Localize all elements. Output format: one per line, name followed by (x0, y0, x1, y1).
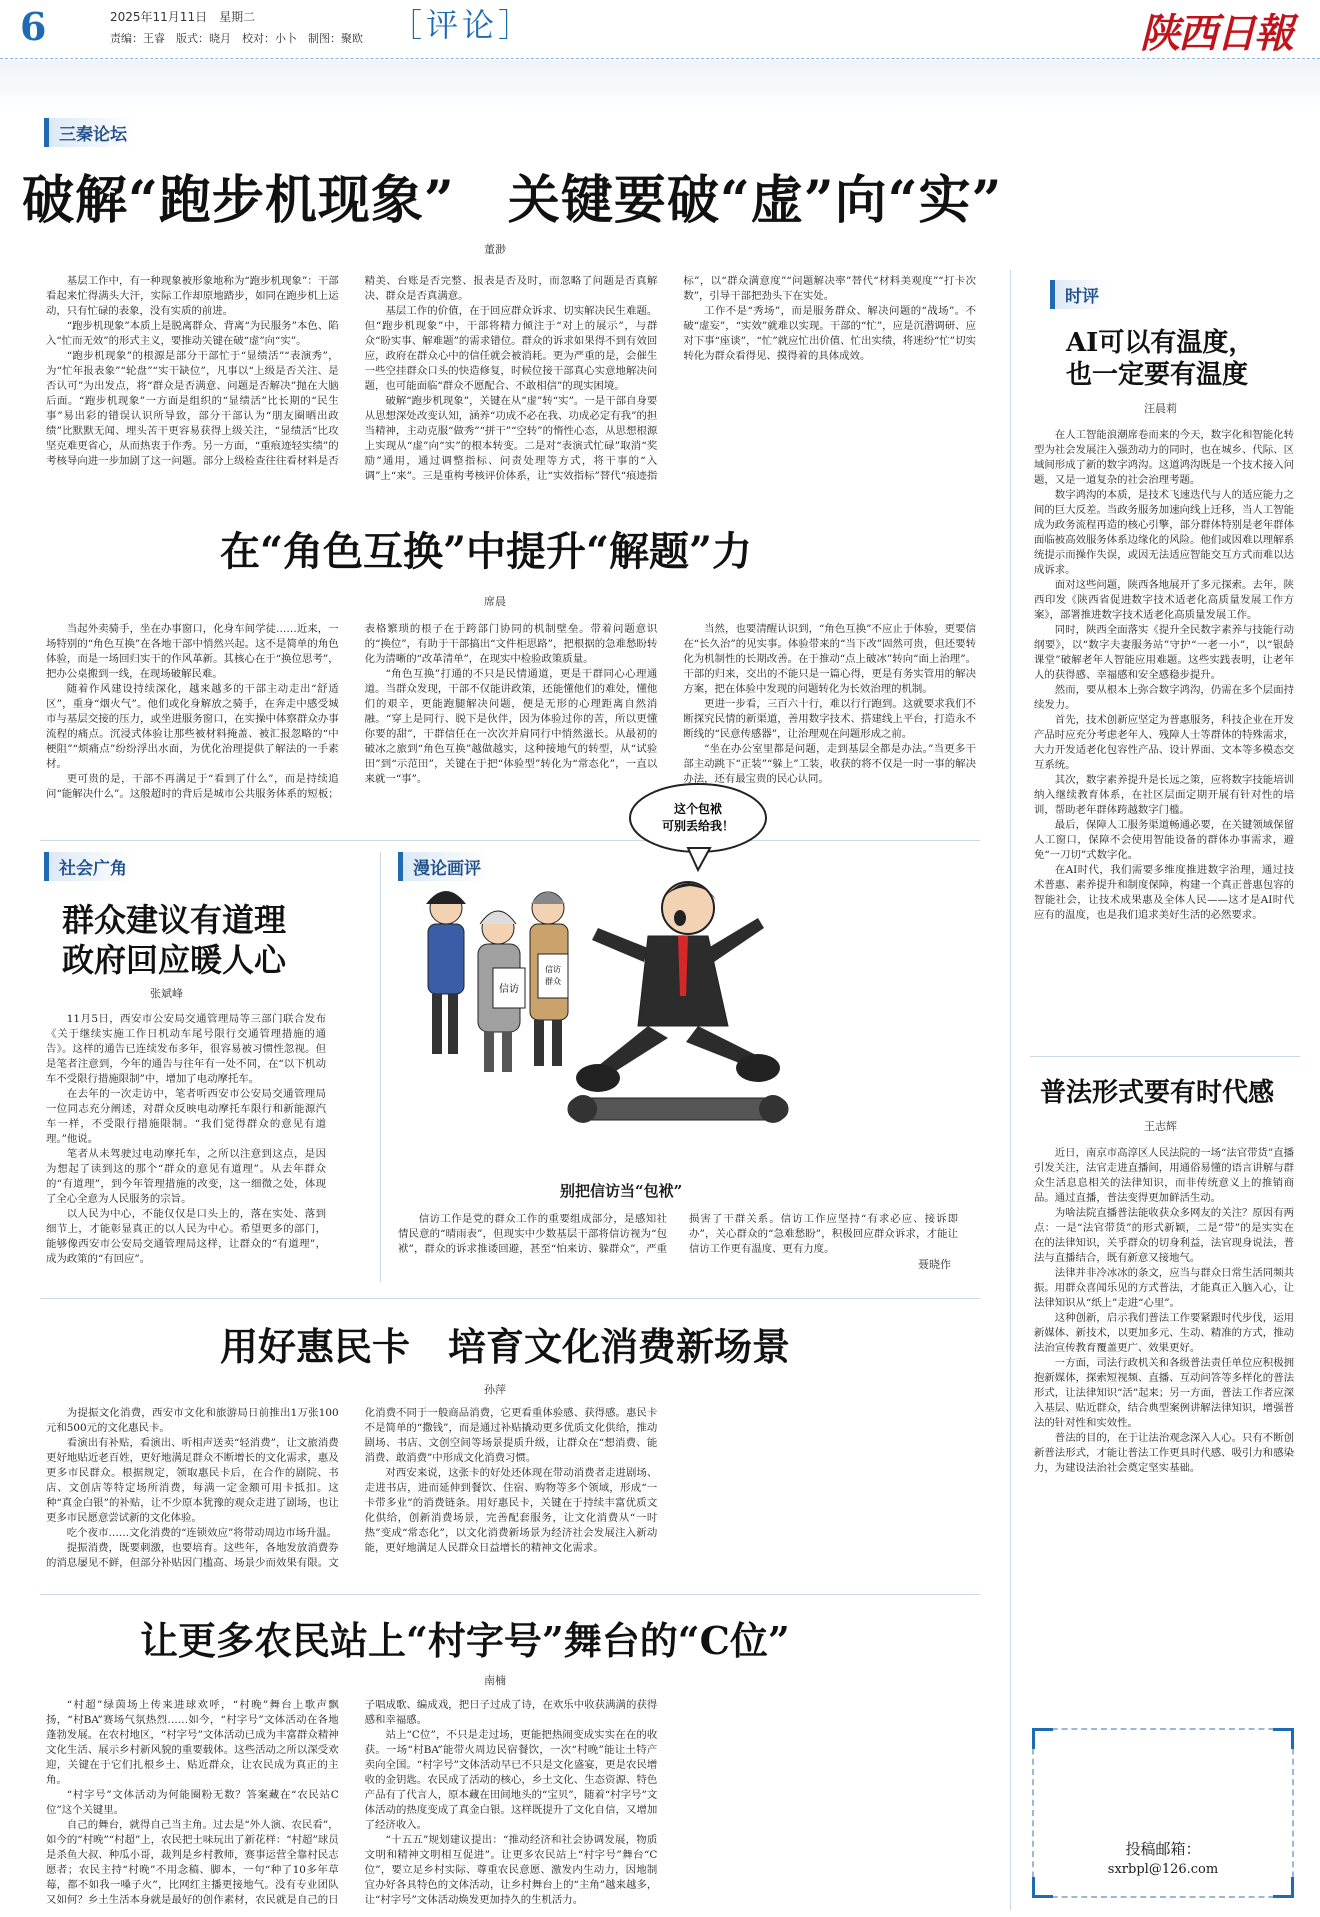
role-swap-byline: 席晨 (484, 595, 506, 608)
law-byline: 王志辉 (1144, 1120, 1177, 1133)
sign-text-1: 信访 (499, 984, 519, 995)
paragraph: 基层工作的价值，在于回应群众诉求、切实解决民生难题。但“跑步机现象”中，干部将精力倾注于“对上的展示”，与群众“盼实事、解难题”的需求错位。群众的诉求如果得不到有效回应，政府在群众心中的信任就会被消耗。更为严重的是，会催生一些空挂群众口头的快造修复，时候位接干部真心实意地解决问题，也可能面临“群众不愿配合、不敢相信”的现实困境。 (364, 305, 658, 392)
law-body (1034, 1146, 1294, 1714)
social-headline-line2: 政府回应暖人心 (62, 941, 287, 979)
lead-byline: 董渺 (484, 243, 506, 256)
paragraph: 为啥法院直播普法能收获众多网友的关注？原因有两点：一是“法官带货”的形式新颖，二是“带”的是实实在在的法律知识，关乎群众的切身利益，法官现身说法，普法与直播结合，既有新意又接地气。 (1034, 1207, 1294, 1264)
social-body (46, 1012, 326, 1280)
paragraph: 看演出有补贴，看演出、听相声送卖“轻消费”，让文旅消费更好地贴近老百姓，更好地满足群众不断增长的文化需求，惠及更多市民群众。根据规定，领取惠民卡后，在合作的剧院、书店、文创店等特定场所消费，每满一定金额可用卡抵扣。这种“真金白银”的补贴，让不少原本犹豫的观众走进了剧场，也让更多市民愿意尝试新的文化体验。 (46, 1437, 339, 1524)
corner-mark (1273, 1877, 1294, 1898)
section-title: ［评论］ (390, 6, 535, 44)
masthead-divider (0, 58, 1320, 59)
contribution-label: 投稿邮箱： (1125, 1840, 1201, 1858)
column-tag-social: 社会广角 (44, 852, 135, 881)
issue-date: 2025年11月11日 星期二 (110, 10, 256, 24)
petitioners-group (426, 891, 568, 1072)
paragraph: “村超”绿茵场上传来进球欢呼，“村晚”舞台上歌声飘扬，“村BA”赛场气氛热烈……如今，“村字号”文体活动在各地蓬勃发展。在农村地区，“村字号”文体活动已成为丰富群众精神文化生活、展示乡村新风貌的重要载体。这些活动之所以深受欢迎，关键在于它们扎根乡土、贴近群众，让农民成为真正的主角。 (46, 1699, 339, 1786)
page-number: 6 (20, 4, 47, 49)
contribution-box (1032, 1728, 1294, 1898)
paragraph: 这种创新，启示我们普法工作要紧跟时代步伐，运用新媒体、新技术，以更加多元、生动、精准的方式，推动法治宣传教育覆盖更广、效果更好。 (1034, 1312, 1294, 1354)
divider (40, 1594, 980, 1595)
newspaper-logo: 陕西日報 (1140, 10, 1292, 57)
paragraph: 其次，数字素养提升是长远之策，应将数字技能培训纳入继续教育体系，在社区层面定期开展有针对性的培训，帮助老年群体跨越数字门槛。 (1034, 774, 1294, 816)
paragraph: 信访工作是党的群众工作的重要组成部分，是感知社情民意的“晴雨表”，但现实中少数基层干部将信访视为“包袱”，群众的诉求推诿回避，甚至“怕来访、躲群众”，严重损害了干群关系。信访工作应坚持“有求必应、接诉即办”，关心群众的“急难愁盼”，积极回应群众诉求，才能让信访工作更有温度、更有力度。 (398, 1213, 958, 1255)
paragraph: 更进一步看，三百六十行，难以行行跑到。这就要求我们不断探究民情的新渠道，善用数字技术、搭建线上平台，打造永不断线的“民意传感器”，让治理观在问题形成之前。 (683, 698, 976, 740)
column-tag-sanqin: 三秦论坛 (44, 118, 135, 147)
paragraph: 工作不是“秀场”，而是服务群众、解决问题的“战场”。不破“虚妄”，“实效”就难以实现。干部的“忙”，应是沉潜调研、应对下事“座谈”，“忙”就应忙出价值、忙出实绩，将迷纷“忙”切实转化为群众看得见、摸得着的具体成效。 (683, 305, 976, 362)
paragraph: 对西安来说，这张卡的好处还体现在带动消费者走进剧场、走进书店，进而延伸到餐饮、住宿、购物等多个领域，形成“一卡带多业”的消费链条。用好惠民卡，关键在于持续丰富优质文化供给，创新消费场景，完善配套服务，让文化消费从“一时热”变成“常态化”，以文化消费新场景为经济社会发展注入新动能，更好地满足人民群众日益增长的精神文化需求。 (364, 1467, 658, 1554)
huimin-body (46, 1406, 976, 1572)
ai-headline-line1: AI可以有温度， (1066, 328, 1255, 358)
paragraph: 更可贵的是，干部不再满足于“看到了什么”，而是持续追问“能解决什么”。这般超时的背后是城市公共服务体系的短板；表格繁琐的根子在于跨部门协同的机制壁垒。带着问题意识的“换位”，有助于干部搞出“文件柜思路”，把根据的急难愁盼转化为清晰的“改革清单”，在现实中检验政策质量。 (46, 623, 658, 800)
paragraph: 当起外卖骑手，坐在办事窗口，化身车间学徒……近来，一场特别的“角色互换”在各地干部中悄然兴起。这不是简单的角色体验，而是一场回归实干的作风革新。其核心在于“换位思考”，把办公桌搬到一线，在现场破解民难。 (46, 623, 339, 680)
ai-headline-line2: 也一定要有温度 (1066, 360, 1249, 390)
paragraph: 普法的目的，在于让法治观念深入人心。只有不断创新普法形式，才能让普法工作更具时代感、吸引力和感染力，为建设法治社会奠定坚实基础。 (1034, 1432, 1294, 1474)
paragraph: 提振消费，既要刺激，也要培育。这些年，各地发放消费券的消息屡见不鲜，但部分补贴因门槛高、场景少而效果有限。文化消费不同于一般商品消费，它更看重体验感、获得感。惠民卡不是简单的“撒钱”，而是通过补贴撬动更多优质文化供给，推动剧场、书店、文创空间等场景提质升级，让群众在“想消费、能消费、敢消费”中形成文化消费习惯。 (46, 1407, 658, 1569)
huimin-headline: 用好惠民卡 培育文化消费新场景 (220, 1324, 791, 1369)
cartoon-caption (398, 1212, 958, 1272)
paragraph: 11月5日，西安市公安局交通管理局等三部门联合发布《关于继续实施工作日机动车尾号限行交通管理措施的通告》。这样的通告已连续发布多年，很容易被习惯性忽视。但是笔者注意到，今年的通告与往年有一处不同，在“以下机动车不受限行措施限制”中，增加了电动摩托车。 (46, 1013, 326, 1085)
law-headline: 普法形式要有时代感 (1040, 1078, 1275, 1108)
divider (380, 852, 381, 1282)
paragraph: 基层工作中，有一种现象被形象地称为“跑步机现象”：干部看起来忙得满头大汗，实际工作却原地踏步，如同在跑步机上运动，只有忙碌的表象，没有实质的前进。 (46, 275, 339, 317)
paragraph: 自己的舞台，就得自己当主角。过去是“外人演、农民看”，如今的“村晚”“村超”上，农民把土味玩出了新花样：“村超”球员是杀鱼大叔、种瓜小哥，裁判是乡村教师，赛事运营全靠村民志愿者；农民主持“村晚”不用念稿、脚本，一句“种了10多年草莓，都不如我一嗓子火”，比网红主播更接地气。没有专业团队又如何？乡土生活本身就是最好的创作素材，农民就是自己的日子唱成歌、编成戏，把日子过成了诗，在欢乐中收获满满的获得感和幸福感。 (46, 1699, 658, 1906)
paragraph: 法律并非冷冰冰的条文，应当与群众日常生活同频共振。用群众喜闻乐见的方式普法，才能真正入脑入心，让法律知识从“纸上”走进“心里”。 (1034, 1267, 1294, 1309)
speech-bubble-text-1: 这个包袱 (673, 802, 723, 816)
paragraph: 面对这些问题，陕西各地展开了多元探索。去年，陕西印发《陕西省促进数字技术适老化高质量发展工作方案》，部署推进数字技术适老化高质量发展工作。 (1034, 579, 1294, 621)
paragraph: 吃个夜市……文化消费的“连锁效应”将带动周边市场升温。 (66, 1527, 338, 1539)
village-byline: 南楠 (484, 1674, 506, 1687)
paragraph: 为提振文化消费，西安市文化和旅游局日前推出1万张100元和500元的文化惠民卡。 (46, 1407, 339, 1434)
paragraph: “十五五”规划建议提出：“推动经济和社会协调发展，物质文明和精神文明相互促进”。让更多农民站上“村字号”舞台“C位”，要立足乡村实际、尊重农民意愿、激发内生动力，因地制宜办好各具特色的文体活动，让乡村舞台上的“主角”越来越多，让“村字号”文体活动焕发更加持久的生机活力。 (364, 1834, 658, 1906)
village-headline: 让更多农民站上“村字号”舞台的“C位” (140, 1618, 790, 1663)
lead-headline: 破解“跑步机现象” 关键要破“虚”向“实” (22, 170, 1003, 231)
column-tag-commentary: 时评 (1050, 280, 1107, 309)
paragraph: 笔者从未驾驶过电动摩托车，之所以注意到这点，是因为想起了读到这的那个“群众的意见有道理”。从去年群众的“有道理”，到今年管理措施的改变，这一细微之处，体现了全心全意为人民服务的宗旨。 (46, 1148, 326, 1205)
paragraph: 站上“C位”，不只是走过场，更能把热闹变成实实在在的收获。一场“村BA”能带火周边民宿餐饮，一次“村晚”能让土特产卖向全国。“村字号”文体活动早已不只是文化盛宴，更是农民增收的金钥匙。农民成了活动的核心，乡土文化、生态资源、特色产品有了代言人，原本藏在田间地头的“宝贝”，随着“村字号”文体活动的热度变成了真金白银。这样既提升了文化自信，又增加了经济收入。 (364, 1729, 658, 1831)
paragraph: 一方面，司法行政机关和各级普法责任单位应积极拥抱新媒体，探索短视频、直播、互动问答等多样化的普法形式，让法律知识“活”起来；另一方面，普法工作者应深入基层、贴近群众，结合典型案例讲解法律知识，增强普法的针对性和实效性。 (1034, 1357, 1294, 1429)
paragraph: 在人工智能浪潮席卷而来的今天，数字化和智能化转型为社会发展注入强劲动力的同时，也在城乡、代际、区域间形成了新的数字鸿沟。这道鸿沟既是一个技术接入问题，又是一道复杂的社会治理考题。 (1034, 429, 1294, 486)
contribution-email[interactable]: sxrbpl@126.com (1107, 1862, 1219, 1877)
corner-mark (1273, 1728, 1294, 1749)
cartoon-illustration (398, 758, 808, 1178)
corner-mark (1032, 1877, 1053, 1898)
paragraph: 以人民为中心，不能仅仅是口头上的，落在实处、落到细节上，才能彰显真正的以人民为中心。希望更多的部门，能够像西安市公安局交通管理局这样，让群众的“有道理”，成为政策的“有回应”。 (46, 1208, 326, 1265)
paragraph: 首先，技术创新应坚定为普惠服务，科技企业在开发产品时应充分考虑老年人、残障人士等群体的特殊需求，大力开发适老化包容性产品、设计界面、文本等多模态交互系统。 (1034, 714, 1294, 771)
staff-credits: 责编：王睿 版式：晓月 校对：小卜 制图：聚欧 (110, 32, 363, 45)
role-swap-headline: 在“角色互换”中提升“解题”力 (220, 528, 753, 575)
paragraph: “角色互换”打通的不只是民情通道，更是干群同心心理通道。当群众发现，干部不仅能讲政策，还能懂他们的难处，懂他们的艰辛，更能跑腿解决问题，便是无形的心理距离自然消融。“穿上是同行、脱下是伙伴，因为体验过你的苦，所以更懂你要的甜”，干群信任在一次次并肩同行中悄然滋长。从最初的破冰之旅到“角色互换”越做越实，这种接地气的转型，从“试验田”到“示范田”，关键在于把“体验型”转化为“常态化”，一直以来就一“事”。 (364, 668, 658, 785)
paragraph: 在AI时代，我们需要多维度推进数字治理，通过技术普惠、素养提升和制度保障，构建一个真正普惠包容的智能社会，让技术成果惠及全体人民——这才是AI时代应有的温度，也是我们追求美好生活的必然要求。 (1034, 864, 1294, 921)
paragraph: 最后，保障人工服务渠道畅通必要，在关键领域保留人工窗口，保障不会使用智能设备的群体办事需求，避免“一刀切”式数字化。 (1034, 819, 1294, 861)
social-headline-line1: 群众建议有道理 (62, 901, 287, 939)
masthead-band (0, 60, 1320, 115)
paragraph: 随着作风建设持续深化，越来越多的干部主动走出“舒适区”，重身“烟火气”。他们或化身解放之骑手，在奔走中感受城市与基层交接的压力，或坐进服务窗口，在实操中体察群众办事流程的痛点。沉浸式体验让那些被材料掩盖、被汇报忽略的“中梗阻”“烦痛点”纷纷浮出水面，为优化治理提供了解法的一手素材。 (46, 683, 339, 770)
divider (1030, 1056, 1300, 1057)
divider (40, 1298, 980, 1299)
huimin-byline: 孙萍 (484, 1383, 506, 1396)
paragraph: 数字鸿沟的本质，是技术飞速迭代与人的适应能力之间的巨大反差。当政务服务加速向线上迁移，当人工智能成为政务流程再造的核心引擎，部分群体特别是老年群体面临被高效服务体系边缘化的风险。他们或因难以理解系统提示而操作失误，或因无法适应智能交互方式而难以达成诉求。 (1034, 489, 1294, 576)
sign-text-2: 信访 (545, 965, 561, 974)
paragraph: “村字号”文体活动为何能圈粉无数？答案藏在“农民站C位”这个关键里。 (46, 1789, 339, 1816)
paragraph: 然而，要从根本上弥合数字鸿沟，仍需在多个层面持续发力。 (1034, 684, 1294, 711)
speech-bubble-text-2: 可别丢给我！ (661, 819, 735, 833)
corner-mark (1032, 1728, 1053, 1749)
paragraph: 同时，陕西全面落实《提升全民数字素养与技能行动纲要》，以“数字夫妻服务站”守护“一老一小”，以“银龄课堂”破解老年人智能应用难题。这些实践表明，让老年人的获得感、幸福感和安全感稳步提升。 (1034, 624, 1294, 681)
cartoon-title: 别把信访当“包袱” (560, 1182, 683, 1200)
paragraph: 在去年的一次走访中，笔者听西安市公安局交通管理局一位同志充分阐述，对群众反映电动摩托车限行和新能源汽车一样，不受限行措施限制。“我们觉得群众的意见有道理。”他说。 (46, 1088, 326, 1145)
paragraph: “跑步机现象”本质上是脱离群众、背离“为民服务”本色、陷入“忙而无效”的形式主义，要推动关键在破“虚”向“实”。 (46, 320, 339, 347)
column-tag-cartoon: 漫论画评 (398, 852, 489, 881)
paragraph: “跑步机现象”的根源是部分干部忙于“显绩活”“表演秀”，为“忙年报表象”“轮盘”“实干缺位”，凡事以“上级是否关注、是否认可”为出发点，将“群众是否满意、问题是否解决”抛在大脑后面。“跑步机现象”一方面是组织的“显绩活”比长期的“民生事”易出彩的错误认识所导致，部分干部认为“朋友圈晒出政绩”比默默无闻、埋头苦干更容易获得上级关注，“显绩活”比攻坚克难更省心，从而热衷于作秀。另一方面，“重痕迹轻实绩”的考核导向进一步加剧了这一问题。部分上级检查往往看材料是否精美、台账是否完整、报表是否及时，而忽略了问题是否真解决、群众是否真满意。 (46, 275, 658, 467)
lead-article-body (46, 274, 976, 494)
paragraph: “坐在办公室里都是问题，走到基层全都是办法。”当更多干部主动跳下“正装”“躲上”工装，收获的将不仅是一时一事的解决办法，还有最宝贵的民心认同。 (683, 743, 976, 785)
ai-byline: 汪晨莉 (1144, 402, 1177, 415)
paragraph: 近日，南京市高淳区人民法院的一场“法官带货”直播引发关注，法官走进直播间，用通俗易懂的语言讲解与群众生活息息相关的法律知识，而非传统意义上的推销商品。通过直播，普法变得更加鲜活生动。 (1034, 1147, 1294, 1204)
svg-text:群众: 群众 (545, 977, 561, 986)
column-divider (1010, 270, 1011, 1910)
cartoon-credit: 聂晓作 (918, 1258, 951, 1271)
paragraph: 破解“跑步机现象”，关键在从“虚”转“实”。一是干部自身要从思想深处改变认知，涵养“功成不必在我、功成必定有我”的担当精神，主动克服“做秀”“拼干”“空转”的惰性心态，从思想根源上实现从“虚”向“实”的根本转变。二是对“表演式忙碌”取消“奖励”通用，通过调整指标、问责处理等方式，将干事的“入调”上“来”。三是重构考核评价体系，让“实效指标”替代“痕迹指标”，以“群众满意度”“问题解决率”替代“材料美观度”“打卡次数”，引导干部把劲头下在实处。 (364, 275, 976, 482)
running-official (568, 882, 788, 1123)
ai-body (1034, 428, 1294, 1040)
paragraph: 当然，也要清醒认识到，“角色互换”不应止于体验，更要信在“长久治”的见实事。体验带来的“当下改”固然可贵，但还要转化为机制性的长期改善。在于推动“点上破冰”转向“面上治理”。干部的归来，交出的不能只是一篇心得，更是有务实管用的解决方案，把在体验中发现的问题转化为长效治理的机制。 (683, 623, 976, 695)
village-body (46, 1698, 976, 1908)
social-byline: 张斌峰 (150, 987, 183, 1000)
